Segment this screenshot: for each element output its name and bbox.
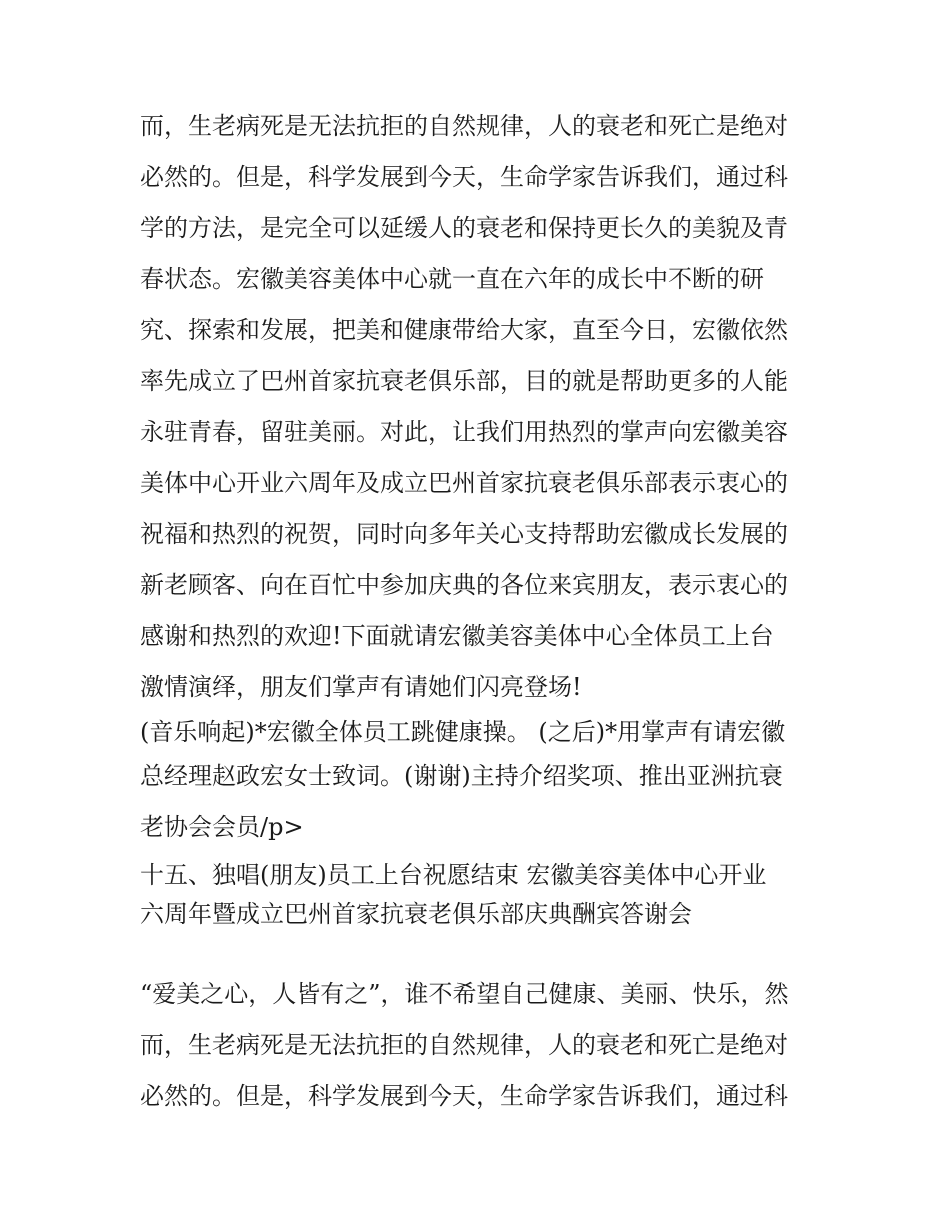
paragraph-intro-repeat bbox=[140, 969, 820, 1122]
text-line: 必然的。但是，科学发展到今天，生命学家告诉我们，通过科 bbox=[140, 163, 788, 191]
text-line: 老协会会员/p> bbox=[140, 813, 304, 841]
text-line: 美体中心开业六周年及成立巴州首家抗衰老俱乐部表示衷心的 bbox=[140, 469, 788, 497]
text-line: 而，生老病死是无法抗拒的自然规律，人的衰老和死亡是绝对 bbox=[140, 112, 788, 140]
text-line: 而，生老病死是无法抗拒的自然规律，人的衰老和死亡是绝对 bbox=[140, 1031, 788, 1059]
text-line: 激情演绎，朋友们掌声有请她们闪亮登场! bbox=[140, 673, 582, 701]
text-line: (音乐响起)*宏徽全体员工跳健康操。 (之后)*用掌声有请宏徽 bbox=[140, 718, 786, 746]
paragraph-program-notes bbox=[140, 714, 820, 853]
text-line: 学的方法，是完全可以延缓人的衰老和保持更长久的美貌及青 bbox=[140, 214, 788, 242]
paragraph-intro-continued bbox=[140, 101, 820, 713]
text-line: 永驻青春，留驻美丽。对此，让我们用热烈的掌声向宏徽美容 bbox=[140, 418, 788, 446]
text-line: 六周年暨成立巴州首家抗衰老俱乐部庆典酬宾答谢会 bbox=[140, 900, 692, 928]
text-line: 祝福和热烈的祝贺，同时向多年关心支持帮助宏徽成长发展的 bbox=[140, 520, 788, 548]
text-line: “爱美之心，人皆有之”，谁不希望自己健康、美丽、快乐，然 bbox=[140, 980, 789, 1008]
section-heading-15 bbox=[140, 855, 820, 933]
text-line: 必然的。但是，科学发展到今天，生命学家告诉我们，通过科 bbox=[140, 1082, 788, 1110]
text-line: 新老顾客、向在百忙中参加庆典的各位来宾朋友，表示衷心的 bbox=[140, 571, 788, 599]
text-line: 十五、独唱(朋友)员工上台祝愿结束 宏徽美容美体中心开业 bbox=[140, 861, 767, 889]
text-line: 感谢和热烈的欢迎!下面就请宏徽美容美体中心全体员工上台 bbox=[140, 622, 774, 650]
text-line: 总经理赵政宏女士致词。(谢谢)主持介绍奖项、推出亚洲抗衰 bbox=[140, 762, 783, 790]
text-line: 春状态。宏徽美容美体中心就一直在六年的成长中不断的研 bbox=[140, 265, 764, 293]
text-line: 率先成立了巴州首家抗衰老俱乐部，目的就是帮助更多的人能 bbox=[140, 367, 788, 395]
text-line: 究、探索和发展，把美和健康带给大家，直至今日，宏徽依然 bbox=[140, 316, 788, 344]
